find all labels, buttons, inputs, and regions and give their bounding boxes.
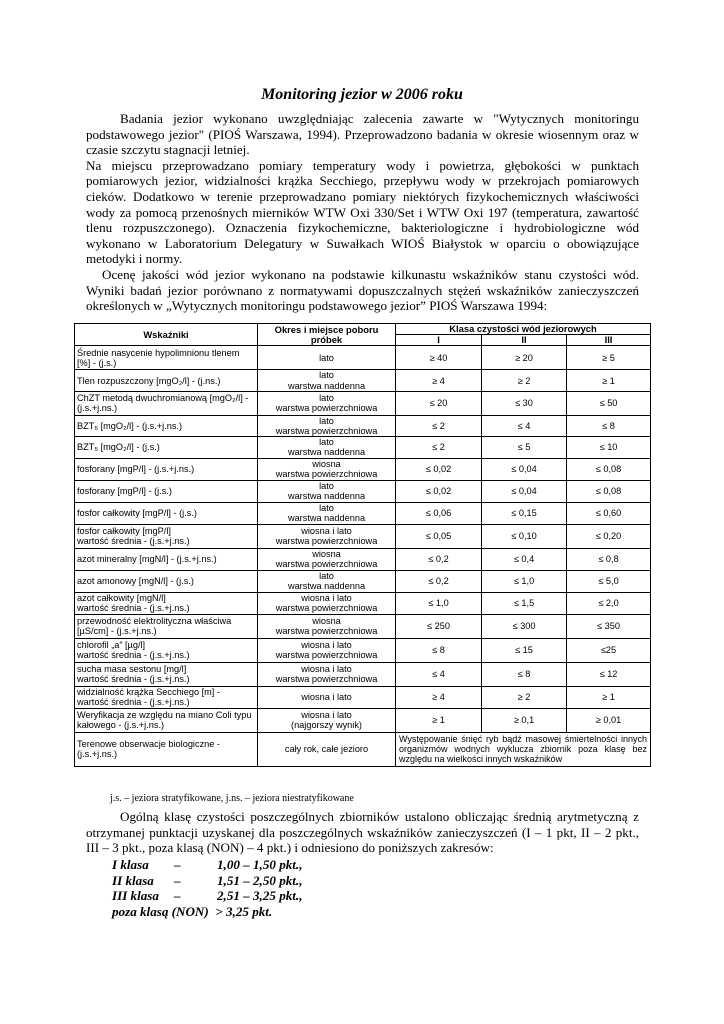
- class-2-cell: ≤ 30: [482, 391, 567, 415]
- indicator-cell: widzialność krążka Secchiego [m] - wartość średnia - (j.s.+j.ns.): [75, 686, 258, 708]
- class-1-cell: ≥ 4: [396, 686, 482, 708]
- class-3-cell: ≥ 0,01: [567, 708, 651, 732]
- indicator-cell: Weryfikacja ze względu na miano Coli typu kałowego - (j.s.+j.ns.): [75, 708, 258, 732]
- class-1-cell: ≥ 1: [396, 708, 482, 732]
- class-3-cell: ≤ 0,08: [567, 480, 651, 502]
- table-row: [75, 592, 651, 614]
- class-3-cell: ≤ 350: [567, 614, 651, 638]
- class-3-cell: ≤ 5,0: [567, 570, 651, 592]
- period-cell: wiosna i lato warstwa powierzchniowa: [258, 524, 396, 548]
- table-row: [75, 524, 651, 548]
- class-2-cell: ≤ 0,04: [482, 458, 567, 480]
- class-2-cell: ≤ 1,0: [482, 570, 567, 592]
- class-1-cell: ≥ 40: [396, 346, 482, 370]
- table-row: [75, 614, 651, 638]
- class-3-cell: ≤ 0,20: [567, 524, 651, 548]
- class-non-row: poza klasą (NON) > 3,25 pkt.: [112, 903, 273, 919]
- class-1-cell: ≤ 8: [396, 638, 482, 662]
- indicator-cell: fosfor całkowity [mgP/l] - (j.s.): [75, 502, 258, 524]
- indicator-cell: przewodność elektrolityczna właściwa [µS/cm] - (j.s.+j.ns.): [75, 614, 258, 638]
- table-row: [75, 638, 651, 662]
- class-name: I klasa: [112, 857, 149, 872]
- class-2-cell: ≥ 0,1: [482, 708, 567, 732]
- class-dash: –: [174, 872, 181, 888]
- class-2-cell: ≤ 0,4: [482, 548, 567, 570]
- table-row: [75, 370, 651, 391]
- indicator-cell: ChZT metodą dwuchromianową [mgO₂/l] - (j.s.+j.ns.): [75, 391, 258, 415]
- paragraph-measurements: Na miejscu przeprowadzano pomiary temperatury wody i powietrza, głębokości w punktach pomiarowych jezior, widzialności krążka Secchiego, przepływu wody w przekrojach pomiarowych cieków. Dodatkowo w terenie przeprowadzano pomiary niektórych fizykochemicznych właściwości wody za pomocą przenośnych mierników WTW Oxi 330/Set i WTW Oxi 197 (temperatura, zawartość tlenu rozpuszczonego). Oznaczenia fizykochemiczne, bakteriologiczne i hydrobiologiczne wód wykonano w Laboratorium Delegatury w Suwałkach WIOŚ Białystok w oparciu o obowiązujące metodyki i normy.: [86, 157, 639, 267]
- header-class-3: III: [567, 335, 651, 346]
- class-1-cell: ≤ 250: [396, 614, 482, 638]
- table-row: [75, 458, 651, 480]
- paragraph-summary: Ogólną klasę czystości poszczególnych zbiorników ustalono obliczając średnią arytmetyczną z otrzymanej punktacji uzyskanej dla poszczególnych wskaźników zanieczyszczeń (I – 1 pkt, II – 2 pkt., III – 3 pkt., poza klasą (NON) – 4 pkt.) i odniesiono do poniższych zakresów:: [86, 809, 639, 856]
- class-1-cell: ≤ 20: [396, 391, 482, 415]
- table-row: [75, 732, 651, 766]
- table-row: [75, 570, 651, 592]
- class-2-cell: ≤ 8: [482, 662, 567, 686]
- table-row: [75, 346, 651, 370]
- intro-text: [86, 111, 639, 314]
- class-1-cell: ≤ 2: [396, 437, 482, 458]
- observation-cell: Występowanie śnięć ryb bądź masowej śmiertelności innych organizmów wodnych wyklucza zbiornik poza klasę bez względu na wielkości innych wskaźników: [396, 732, 651, 766]
- class-2-cell: ≤ 0,04: [482, 480, 567, 502]
- class-1-cell: ≤ 1,0: [396, 592, 482, 614]
- table-row: [75, 708, 651, 732]
- period-cell: lato: [258, 346, 396, 370]
- table-row: [75, 686, 651, 708]
- period-cell: lato warstwa powierzchniowa: [258, 391, 396, 415]
- period-cell: lato warstwa powierzchniowa: [258, 415, 396, 436]
- class-3-cell: ≤ 10: [567, 437, 651, 458]
- indicator-cell: azot amonowy [mgN/l] - (j.s.): [75, 570, 258, 592]
- class-2-cell: ≤ 4: [482, 415, 567, 436]
- class-1-cell: ≤ 4: [396, 662, 482, 686]
- class-3-cell: ≤ 2,0: [567, 592, 651, 614]
- period-cell: lato warstwa naddenna: [258, 370, 396, 391]
- class-range-row: [112, 872, 303, 889]
- class-range-row: [112, 888, 303, 904]
- indicator-cell: BZT₅ [mgO₂/l] - (j.s.+j.ns.): [75, 415, 258, 436]
- period-cell: lato warstwa naddenna: [258, 480, 396, 502]
- class-1-cell: ≤ 0,05: [396, 524, 482, 548]
- class-2-cell: ≥ 2: [482, 686, 567, 708]
- indicator-cell: fosforany [mgP/l] - (j.s.+j.ns.): [75, 458, 258, 480]
- class-range: 1,00 – 1,50 pkt.,: [217, 857, 303, 872]
- class-ranges: [112, 857, 303, 919]
- period-cell: wiosna i lato warstwa powierzchniowa: [258, 638, 396, 662]
- period-cell: wiosna i lato warstwa powierzchniowa: [258, 662, 396, 686]
- class-2-cell: ≥ 20: [482, 346, 567, 370]
- class-name: II klasa: [112, 872, 154, 888]
- class-2-cell: ≤ 15: [482, 638, 567, 662]
- indicator-cell: azot mineralny [mgN/l] - (j.s.+j.ns.): [75, 548, 258, 570]
- table-row: [75, 548, 651, 570]
- period-cell: wiosna warstwa powierzchniowa: [258, 548, 396, 570]
- header-class-2: II: [482, 335, 567, 346]
- class-3-cell: ≤ 50: [567, 391, 651, 415]
- class-2-cell: ≤ 300: [482, 614, 567, 638]
- table-row: [75, 415, 651, 436]
- indicator-cell: Terenowe obserwacje biologiczne - (j.s.+j.ns.): [75, 732, 258, 766]
- header-indicator: Wskaźniki: [75, 324, 258, 346]
- class-1-cell: ≤ 0,06: [396, 502, 482, 524]
- class-range: 2,51 – 3,25 pkt.,: [217, 888, 303, 904]
- page-title: Monitoring jezior w 2006 roku: [261, 86, 463, 103]
- class-2-cell: ≤ 0,10: [482, 524, 567, 548]
- paragraph-methods: Badania jezior wykonano uwzględniając zalecenia zawarte w "Wytycznych monitoringu podstawowego jezior" (PIOŚ Warszawa, 1994). Przeprowadzono badania w okresie wiosennym oraz w czasie szczytu stagnacji letniej.: [86, 111, 639, 158]
- period-cell: wiosna warstwa powierzchniowa: [258, 458, 396, 480]
- class-3-cell: ≤25: [567, 638, 651, 662]
- period-cell: lato warstwa naddenna: [258, 570, 396, 592]
- indicator-cell: Tlen rozpuszczony [mgO₂/l] - (j.ns.): [75, 370, 258, 391]
- table-row: [75, 480, 651, 502]
- class-3-cell: ≥ 5: [567, 346, 651, 370]
- indicator-cell: chlorofil „a” [µg/l] wartość średnia - (j.s.+j.ns.): [75, 638, 258, 662]
- class-1-cell: ≤ 0,2: [396, 548, 482, 570]
- class-dash: –: [174, 888, 181, 904]
- class-3-cell: ≤ 8: [567, 415, 651, 436]
- class-1-cell: ≤ 0,02: [396, 458, 482, 480]
- table-row: [75, 502, 651, 524]
- class-name: III klasa: [112, 888, 159, 904]
- period-cell: cały rok, całe jezioro: [258, 732, 396, 766]
- table-row: [75, 662, 651, 686]
- footnote: j.s. – jeziora stratyfikowane, j.ns. – jeziora niestratyfikowane: [110, 793, 354, 804]
- header-period: Okres i miejsce poboru próbek: [258, 324, 396, 346]
- class-3-cell: ≤ 0,8: [567, 548, 651, 570]
- period-cell: lato warstwa naddenna: [258, 437, 396, 458]
- class-1-cell: ≤ 2: [396, 415, 482, 436]
- period-cell: wiosna i lato warstwa powierzchniowa: [258, 592, 396, 614]
- class-2-cell: ≤ 5: [482, 437, 567, 458]
- period-cell: lato warstwa naddenna: [258, 502, 396, 524]
- class-3-cell: ≥ 1: [567, 686, 651, 708]
- table-row: [75, 437, 651, 458]
- paragraph-assessment: Ocenę jakości wód jezior wykonano na podstawie kilkunastu wskaźników stanu czystości wód. Wyniki badań jezior porównano z normatywami dopuszczalnych stężeń wskaźników zanieczyszczeń określonych w „Wytycznych monitoringu podstawowego jezior” PIOŚ Warszawa 1994:: [86, 266, 639, 314]
- header-class-1: I: [396, 335, 482, 346]
- period-cell: wiosna warstwa powierzchniowa: [258, 614, 396, 638]
- class-1-cell: ≥ 4: [396, 370, 482, 391]
- class-3-cell: ≤ 12: [567, 662, 651, 686]
- class-2-cell: ≤ 1,5: [482, 592, 567, 614]
- class-3-cell: ≤ 0,60: [567, 502, 651, 524]
- table-row: [75, 391, 651, 415]
- class-dash: –: [174, 857, 181, 872]
- summary-text: [86, 809, 639, 856]
- indicator-cell: fosfor całkowity [mgP/l] wartość średnia - (j.s.+j.ns.): [75, 524, 258, 548]
- indicator-cell: fosforany [mgP/l] - (j.s.): [75, 480, 258, 502]
- class-2-cell: ≤ 0,15: [482, 502, 567, 524]
- class-3-cell: ≤ 0,08: [567, 458, 651, 480]
- class-range-row: [112, 857, 303, 873]
- period-cell: wiosna i lato (najgorszy wynik): [258, 708, 396, 732]
- indicator-cell: Średnie nasycenie hypolimnionu tlenem [%] - (j.s.): [75, 346, 258, 370]
- header-class-group: Klasa czystości wód jeziorowych: [396, 324, 651, 335]
- class-1-cell: ≤ 0,02: [396, 480, 482, 502]
- period-cell: wiosna i lato: [258, 686, 396, 708]
- class-range: 1,51 – 2,50 pkt.,: [217, 872, 303, 888]
- water-quality-table: [74, 323, 651, 767]
- class-2-cell: ≥ 2: [482, 370, 567, 391]
- indicator-cell: sucha masa sestonu [mg/l] wartość średnia - (j.s.+j.ns.): [75, 662, 258, 686]
- indicator-cell: azot całkowity [mgN/l] wartość średnia - (j.s.+j.ns.): [75, 592, 258, 614]
- class-1-cell: ≤ 0,2: [396, 570, 482, 592]
- indicator-cell: BZT₅ [mgO₂/l] - (j.s.): [75, 437, 258, 458]
- class-3-cell: ≥ 1: [567, 370, 651, 391]
